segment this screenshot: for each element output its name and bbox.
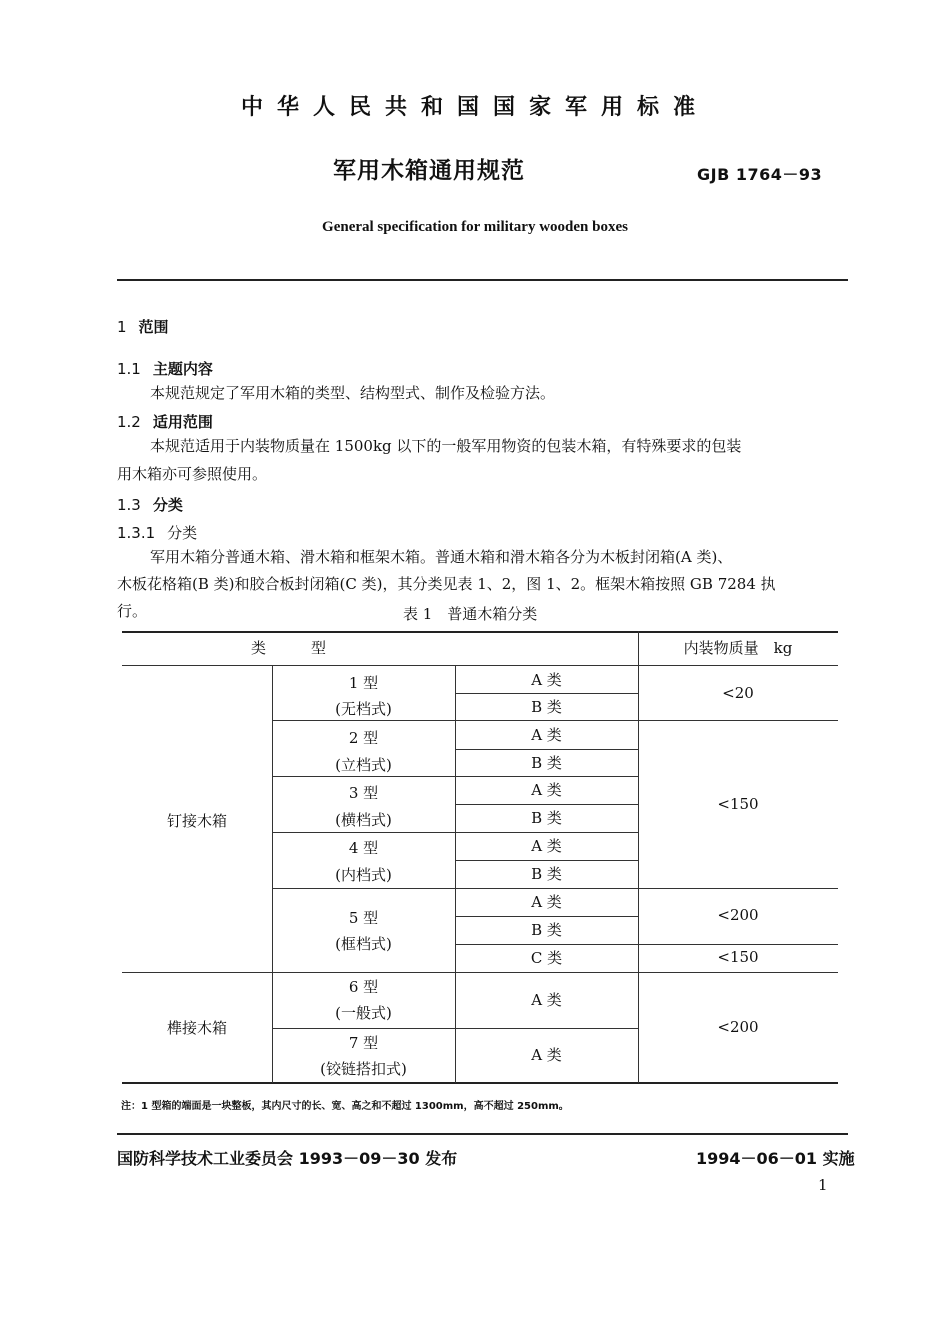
section-1-3-1-heading: [117, 522, 197, 543]
table-row-line: [455, 804, 638, 805]
table-row-line: [455, 916, 638, 917]
bottom-rule: [117, 1133, 848, 1135]
section-1-1-text: 本规范规定了军用木箱的类型、结构型式、制作及检验方法。: [150, 384, 556, 402]
table-row-line: [272, 888, 838, 889]
type-4-name: 4 型: [348, 839, 379, 857]
document-title: 军用木箱通用规范: [333, 158, 525, 184]
section-1-2-text-line2: 用木箱亦可参照使用。: [117, 465, 268, 483]
table-row-line: [272, 720, 838, 721]
table-row-line: [455, 749, 638, 750]
table-row-line: [455, 944, 838, 945]
mass-cell: <20: [722, 684, 754, 702]
class-cell: A 类: [531, 893, 562, 911]
section-1-3-1-text-line1: 军用木箱分普通木箱、滑木箱和框架木箱。普通木箱和滑木箱各分为木板封闭箱(A 类)、: [150, 548, 733, 566]
class-cell: A 类: [531, 671, 562, 689]
table-header-rule: [122, 665, 838, 666]
type-3-name: 3 型: [348, 784, 379, 802]
table-1: [122, 631, 838, 1084]
class-cell: C 类: [530, 949, 563, 967]
table-1-caption: 表 1 普通木箱分类: [403, 605, 538, 623]
type-2-name: 2 型: [348, 729, 379, 747]
table-row-line: [455, 860, 638, 861]
section-1-3-1-text-line2: 木板花格箱(B 类)和胶合板封闭箱(C 类)，其分类见表 1、2，图 1、2。框架木箱按照 GB 7284 执: [117, 575, 776, 593]
class-cell: B 类: [531, 865, 562, 883]
section-1-2-heading: [117, 411, 213, 432]
class-cell: B 类: [531, 754, 562, 772]
section-1-3-heading: [117, 494, 183, 515]
table-row-line: [122, 972, 838, 973]
table-note: 注：1 型箱的端面是一块整板，其内尺寸的长、宽、高之和不超过 1300mm，高不超过 250mm。: [121, 1101, 569, 1112]
section-1-2-text-line1: 本规范适用于内装物质量在 1500kg 以下的一般军用物资的包装木箱，有特殊要求的包装: [150, 437, 742, 455]
class-cell: A 类: [531, 781, 562, 799]
top-rule: [117, 279, 848, 281]
header-mass: 内装物质量 kg: [683, 639, 793, 657]
class-cell: B 类: [531, 698, 562, 716]
section-number: 1.2: [117, 413, 141, 431]
type-6-desc: (一般式): [335, 1004, 392, 1022]
table-row-line: [455, 693, 638, 694]
document-code: GJB 1764－93: [697, 165, 823, 184]
mass-cell: <150: [717, 948, 759, 966]
section-title: 主题内容: [152, 360, 213, 378]
type-5-desc: (框档式): [335, 935, 392, 953]
section-title: 适用范围: [152, 413, 213, 431]
mass-cell: <200: [717, 906, 759, 924]
class-cell: A 类: [531, 991, 562, 1009]
type-7-name: 7 型: [348, 1034, 379, 1052]
issuer-line: 国防科学技术工业委员会 1993－09－30 发布: [117, 1149, 458, 1168]
class-cell: A 类: [531, 726, 562, 744]
section-number: 1.1: [117, 360, 141, 378]
table-bottom-rule: [122, 1082, 838, 1084]
standard-category: 中华人民共和国国家军用标准: [240, 95, 709, 120]
section-title: 分类: [167, 524, 198, 542]
type-6-name: 6 型: [348, 978, 379, 996]
section-title: 分类: [152, 496, 183, 514]
type-1-desc: (无档式): [335, 700, 392, 718]
type-1-name: 1 型: [348, 674, 379, 692]
section-title: 范围: [138, 318, 169, 336]
section-1-heading: [117, 316, 169, 337]
class-cell: B 类: [531, 921, 562, 939]
table-top-rule: [122, 631, 838, 633]
type-7-desc: (铰链搭扣式): [320, 1060, 407, 1078]
section-number: 1.3.1: [117, 524, 156, 542]
english-title: General specification for military wooden boxes: [322, 219, 628, 235]
mass-cell: <200: [717, 1018, 759, 1036]
section-1-3-1-text-line3: 行。: [117, 602, 148, 620]
type-5-name: 5 型: [348, 909, 379, 927]
group-nailed-box: 钉接木箱: [166, 812, 227, 830]
section-number: 1.3: [117, 496, 141, 514]
class-cell: B 类: [531, 809, 562, 827]
type-3-desc: (横档式): [335, 811, 392, 829]
class-cell: A 类: [531, 1046, 562, 1064]
page-number: 1: [818, 1176, 828, 1194]
mass-cell: <150: [717, 795, 759, 813]
effective-date: 1994－06－01 实施: [696, 1149, 855, 1168]
type-2-desc: (立档式): [335, 756, 392, 774]
class-cell: A 类: [531, 837, 562, 855]
type-4-desc: (内档式): [335, 866, 392, 884]
section-number: 1: [117, 318, 127, 336]
header-type: 类 型: [250, 639, 326, 657]
group-tenon-box: 榫接木箱: [166, 1019, 227, 1037]
section-1-1-heading: [117, 358, 213, 379]
